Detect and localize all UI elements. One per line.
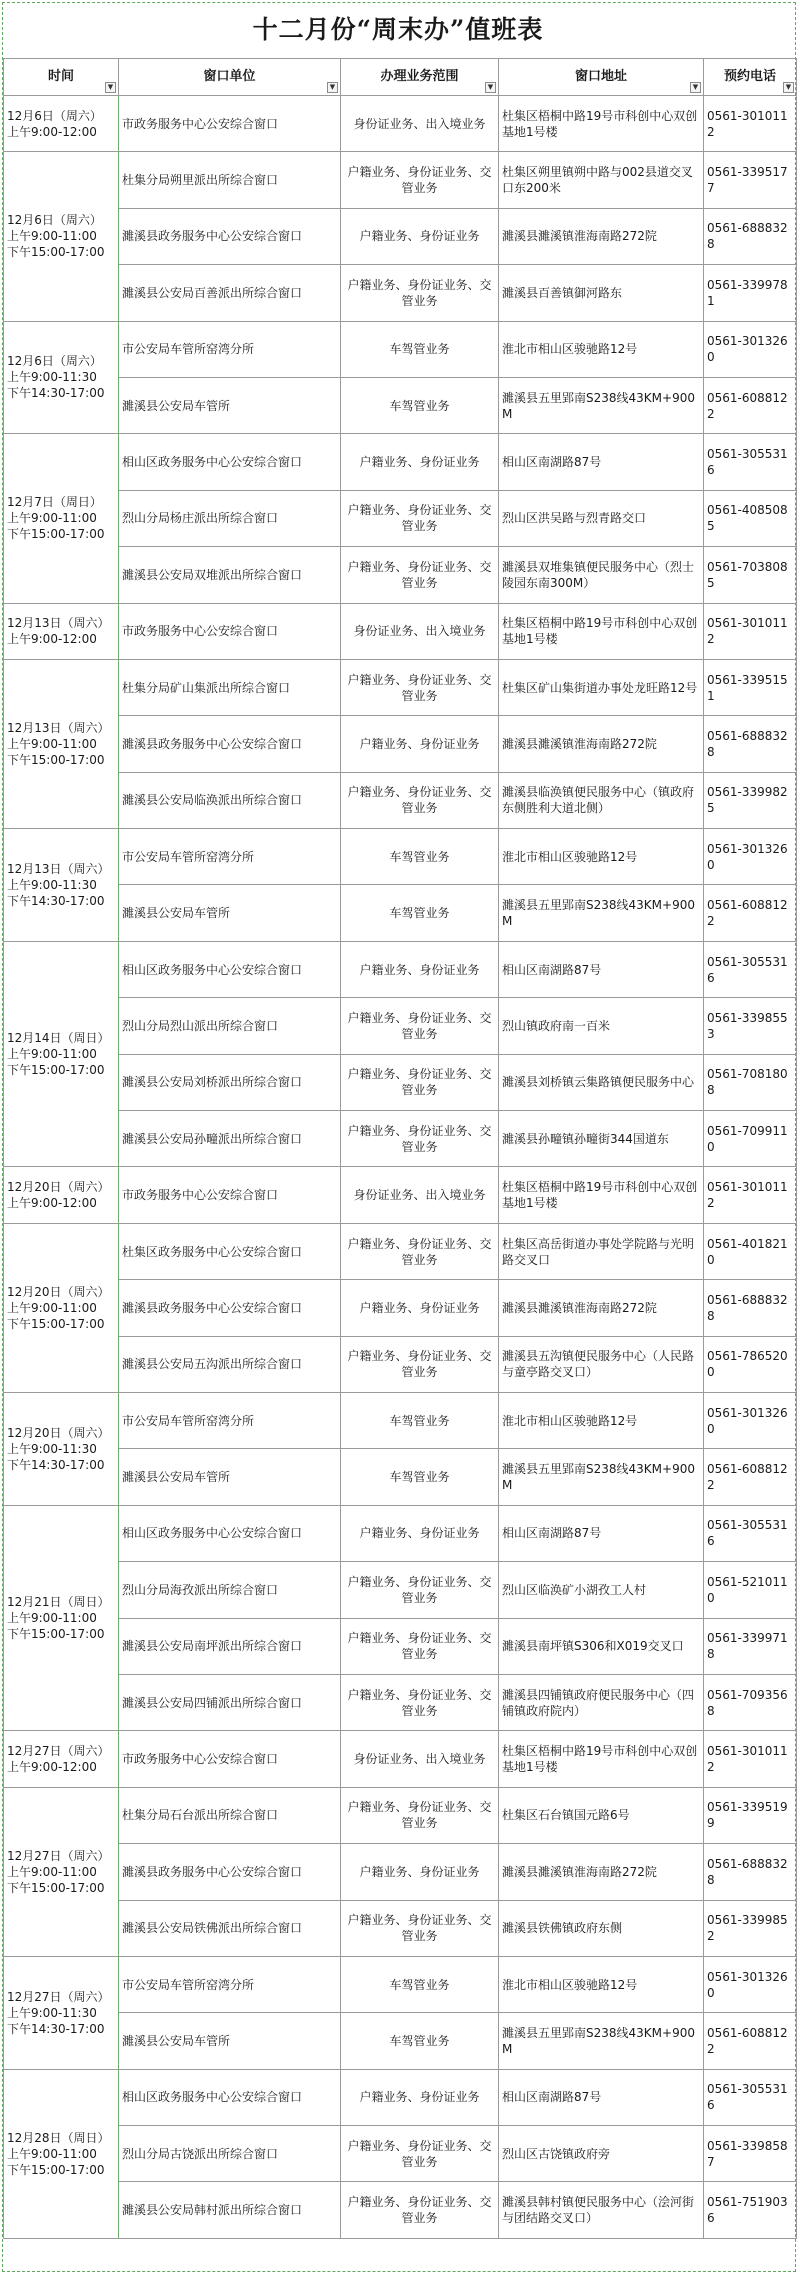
- filter-dropdown-icon[interactable]: ▼: [105, 82, 116, 93]
- address-cell: 濉溪县刘桥镇云集路镇便民服务中心: [499, 1054, 704, 1110]
- table-row: [4, 1562, 797, 1618]
- scope-cell: 户籍业务、身份证业务、交管业务: [341, 1787, 499, 1843]
- time-cell: [4, 829, 119, 942]
- time-line: 上午9:00-11:00: [7, 1047, 97, 1062]
- unit-cell: 濉溪县政务服务中心公安综合窗口: [119, 208, 341, 264]
- address-cell: 相山区南湖路87号: [499, 2069, 704, 2125]
- header-address: 窗口地址 ▼: [499, 59, 704, 96]
- unit-cell: 濉溪县政务服务中心公安综合窗口: [119, 1844, 341, 1900]
- table-row: [4, 998, 797, 1054]
- address-cell: 相山区南湖路87号: [499, 1505, 704, 1561]
- table-row: [4, 1111, 797, 1167]
- filter-dropdown-icon[interactable]: ▼: [485, 82, 496, 93]
- address-cell: 濉溪县五沟镇便民服务中心（人民路与童亭路交叉口）: [499, 1336, 704, 1392]
- phone-cell: 0561-7093568: [704, 1674, 797, 1730]
- filter-dropdown-icon[interactable]: ▼: [327, 82, 338, 93]
- time-line: 12月6日（周六）: [7, 213, 102, 228]
- table-row: [4, 2069, 797, 2125]
- table-row: [4, 716, 797, 772]
- time-line: 上午9:00-11:30: [7, 2005, 97, 2020]
- time-line: 上午9:00-11:30: [7, 877, 97, 892]
- scope-cell: 户籍业务、身份证业务、交管业务: [341, 1618, 499, 1674]
- scope-cell: 身份证业务、出入境业务: [341, 96, 499, 152]
- scope-cell: 户籍业务、身份证业务: [341, 434, 499, 490]
- unit-cell: 市政务服务中心公安综合窗口: [119, 1167, 341, 1223]
- unit-cell: 杜集分局石台派出所综合窗口: [119, 1787, 341, 1843]
- time-cell: [4, 434, 119, 603]
- unit-cell: 濉溪县公安局车管所: [119, 885, 341, 941]
- phone-cell: 0561-6888328: [704, 716, 797, 772]
- phone-cell: 0561-3010112: [704, 1167, 797, 1223]
- table-row: [4, 1844, 797, 1900]
- unit-cell: 市公安局车管所窑湾分所: [119, 321, 341, 377]
- time-line: 上午9:00-11:30: [7, 1441, 97, 1456]
- scope-cell: 户籍业务、身份证业务、交管业务: [341, 265, 499, 321]
- time-line: 下午15:00-17:00: [7, 1063, 105, 1078]
- scope-cell: 身份证业务、出入境业务: [341, 1731, 499, 1787]
- phone-cell: 0561-6088122: [704, 2013, 797, 2069]
- time-line: 下午15:00-17:00: [7, 2162, 105, 2177]
- table-row: [4, 941, 797, 997]
- address-cell: 淮北市相山区骏驰路12号: [499, 321, 704, 377]
- table-row: [4, 1618, 797, 1674]
- address-cell: 烈山区临涣矿小湖孜工人村: [499, 1562, 704, 1618]
- phone-cell: 0561-3398553: [704, 998, 797, 1054]
- scope-cell: 户籍业务、身份证业务、交管业务: [341, 152, 499, 208]
- unit-cell: 市政务服务中心公安综合窗口: [119, 1731, 341, 1787]
- table-row: [4, 1054, 797, 1110]
- time-line: 上午9:00-12:00: [7, 632, 97, 647]
- unit-cell: 濉溪县公安局临涣派出所综合窗口: [119, 772, 341, 828]
- table-row: [4, 1167, 797, 1223]
- phone-cell: 0561-5210110: [704, 1562, 797, 1618]
- table-row: [4, 1956, 797, 2012]
- phone-cell: 0561-3010112: [704, 96, 797, 152]
- filter-dropdown-icon[interactable]: ▼: [783, 82, 794, 93]
- address-cell: 濉溪县濉溪镇淮海南路272院: [499, 716, 704, 772]
- table-row: [4, 1223, 797, 1279]
- scope-cell: 户籍业务、身份证业务、交管业务: [341, 998, 499, 1054]
- scope-cell: 户籍业务、身份证业务、交管业务: [341, 490, 499, 546]
- unit-cell: 濉溪县政务服务中心公安综合窗口: [119, 1280, 341, 1336]
- table-row: [4, 1900, 797, 1956]
- scope-cell: 车驾管业务: [341, 885, 499, 941]
- time-line: 下午14:30-17:00: [7, 1457, 105, 1472]
- address-cell: 杜集区朔里镇朔中路与002县道交叉口东200米: [499, 152, 704, 208]
- header-phone: 预约电话 ▼: [704, 59, 797, 96]
- time-line: 12月6日（周六）: [7, 108, 102, 123]
- scope-cell: 户籍业务、身份证业务: [341, 208, 499, 264]
- time-line: 上午9:00-11:00: [7, 511, 97, 526]
- address-cell: 烈山镇政府南一百米: [499, 998, 704, 1054]
- scope-cell: 车驾管业务: [341, 1392, 499, 1448]
- address-cell: 濉溪县濉溪镇淮海南路272院: [499, 208, 704, 264]
- table-row: [4, 377, 797, 433]
- time-line: 上午9:00-11:00: [7, 1864, 97, 1879]
- header-row: [4, 59, 797, 96]
- time-line: 12月13日（周六）: [7, 861, 110, 876]
- unit-cell: 杜集分局朔里派出所综合窗口: [119, 152, 341, 208]
- time-line: 12月6日（周六）: [7, 354, 102, 369]
- header-time: 时间 ▼: [4, 59, 119, 96]
- phone-cell: 0561-3395151: [704, 659, 797, 715]
- address-cell: 濉溪县百善镇御河路东: [499, 265, 704, 321]
- unit-cell: 相山区政务服务中心公安综合窗口: [119, 1505, 341, 1561]
- time-line: 上午9:00-11:00: [7, 1611, 97, 1626]
- table-row: [4, 2126, 797, 2182]
- table-row: [4, 96, 797, 152]
- phone-cell: 0561-7865200: [704, 1336, 797, 1392]
- scope-cell: 户籍业务、身份证业务: [341, 2069, 499, 2125]
- table-row: [4, 208, 797, 264]
- phone-cell: 0561-4085085: [704, 490, 797, 546]
- address-cell: 濉溪县孙疃镇孙疃街344国道东: [499, 1111, 704, 1167]
- time-cell: [4, 659, 119, 828]
- address-cell: 淮北市相山区骏驰路12号: [499, 829, 704, 885]
- filter-dropdown-icon[interactable]: ▼: [690, 82, 701, 93]
- phone-cell: 0561-3055316: [704, 2069, 797, 2125]
- time-line: 12月14日（周日）: [7, 1031, 110, 1046]
- table-row: [4, 2182, 797, 2238]
- address-cell: 杜集区梧桐中路19号市科创中心双创基地1号楼: [499, 96, 704, 152]
- phone-cell: 0561-3055316: [704, 941, 797, 997]
- address-cell: 濉溪县濉溪镇淮海南路272院: [499, 1280, 704, 1336]
- phone-cell: 0561-3013260: [704, 1392, 797, 1448]
- table-row: [4, 1787, 797, 1843]
- address-cell: 杜集区高岳街道办事处学院路与光明路交叉口: [499, 1223, 704, 1279]
- phone-cell: 0561-6888328: [704, 1844, 797, 1900]
- phone-cell: 0561-7038085: [704, 547, 797, 603]
- scope-cell: 户籍业务、身份证业务、交管业务: [341, 1562, 499, 1618]
- address-cell: 相山区南湖路87号: [499, 434, 704, 490]
- scope-cell: 户籍业务、身份证业务: [341, 941, 499, 997]
- scope-cell: 户籍业务、身份证业务、交管业务: [341, 1674, 499, 1730]
- address-cell: 濉溪县五里郢南S238线43KM+900M: [499, 885, 704, 941]
- address-cell: 濉溪县四铺镇政府便民服务中心（四铺镇政府院内）: [499, 1674, 704, 1730]
- phone-cell: 0561-3399825: [704, 772, 797, 828]
- time-line: 12月27日（周六）: [7, 1989, 110, 2004]
- time-line: 上午9:00-11:30: [7, 370, 97, 385]
- phone-cell: 0561-6888328: [704, 208, 797, 264]
- unit-cell: 濉溪县公安局五沟派出所综合窗口: [119, 1336, 341, 1392]
- unit-cell: 濉溪县公安局百善派出所综合窗口: [119, 265, 341, 321]
- time-line: 上午9:00-11:00: [7, 2146, 97, 2161]
- time-cell: [4, 152, 119, 321]
- table-row: [4, 321, 797, 377]
- phone-cell: 0561-3399718: [704, 1618, 797, 1674]
- unit-cell: 濉溪县公安局南坪派出所综合窗口: [119, 1618, 341, 1674]
- header-unit: 窗口单位 ▼: [119, 59, 341, 96]
- time-cell: [4, 96, 119, 152]
- unit-cell: 市公安局车管所窑湾分所: [119, 1956, 341, 2012]
- address-cell: 濉溪县五里郢南S238线43KM+900M: [499, 1449, 704, 1505]
- table-row: [4, 1674, 797, 1730]
- time-cell: [4, 1223, 119, 1392]
- time-line: 上午9:00-11:00: [7, 1300, 97, 1315]
- table-row: [4, 1280, 797, 1336]
- address-cell: 淮北市相山区骏驰路12号: [499, 1956, 704, 2012]
- address-cell: 濉溪县五里郢南S238线43KM+900M: [499, 2013, 704, 2069]
- time-line: 12月27日（周六）: [7, 1744, 110, 1759]
- phone-cell: 0561-7099110: [704, 1111, 797, 1167]
- unit-cell: 相山区政务服务中心公安综合窗口: [119, 2069, 341, 2125]
- address-cell: 濉溪县临涣镇便民服务中心（镇政府东侧胜利大道北侧）: [499, 772, 704, 828]
- unit-cell: 濉溪县公安局铁佛派出所综合窗口: [119, 1900, 341, 1956]
- time-line: 上午9:00-12:00: [7, 1760, 97, 1775]
- time-cell: [4, 1392, 119, 1505]
- time-cell: [4, 2069, 119, 2238]
- time-line: 下午15:00-17:00: [7, 1880, 105, 1895]
- table-row: [4, 603, 797, 659]
- scope-cell: 户籍业务、身份证业务、交管业务: [341, 659, 499, 715]
- page-title: 十二月份“周末办”值班表: [252, 15, 544, 44]
- unit-cell: 市公安局车管所窑湾分所: [119, 829, 341, 885]
- time-line: 12月20日（周六）: [7, 1284, 110, 1299]
- unit-cell: 濉溪县公安局四铺派出所综合窗口: [119, 1674, 341, 1730]
- unit-cell: 烈山分局古饶派出所综合窗口: [119, 2126, 341, 2182]
- time-line: 上午9:00-11:00: [7, 229, 97, 244]
- scope-cell: 户籍业务、身份证业务、交管业务: [341, 547, 499, 603]
- table-row: [4, 885, 797, 941]
- scope-cell: 户籍业务、身份证业务: [341, 1505, 499, 1561]
- unit-cell: 烈山分局杨庄派出所综合窗口: [119, 490, 341, 546]
- scope-cell: 户籍业务、身份证业务: [341, 716, 499, 772]
- address-cell: 烈山区古饶镇政府旁: [499, 2126, 704, 2182]
- time-cell: [4, 1731, 119, 1787]
- time-cell: [4, 1167, 119, 1223]
- scope-cell: 车驾管业务: [341, 377, 499, 433]
- phone-cell: 0561-3010112: [704, 1731, 797, 1787]
- unit-cell: 濉溪县公安局孙疃派出所综合窗口: [119, 1111, 341, 1167]
- time-line: 下午15:00-17:00: [7, 1627, 105, 1642]
- time-cell: [4, 321, 119, 434]
- scope-cell: 户籍业务、身份证业务、交管业务: [341, 2126, 499, 2182]
- unit-cell: 市公安局车管所窑湾分所: [119, 1392, 341, 1448]
- table-row: [4, 1505, 797, 1561]
- time-line: 12月13日（周六）: [7, 720, 110, 735]
- scope-cell: 身份证业务、出入境业务: [341, 1167, 499, 1223]
- phone-cell: 0561-3398587: [704, 2126, 797, 2182]
- scope-cell: 车驾管业务: [341, 1956, 499, 2012]
- phone-cell: 0561-3399852: [704, 1900, 797, 1956]
- time-cell: [4, 1956, 119, 2069]
- time-cell: [4, 941, 119, 1167]
- table-row: [4, 1449, 797, 1505]
- time-line: 下午15:00-17:00: [7, 245, 105, 260]
- time-cell: [4, 1787, 119, 1956]
- time-line: 12月28日（周日）: [7, 2130, 110, 2145]
- address-cell: 濉溪县韩村镇便民服务中心（浍河街与团结路交叉口）: [499, 2182, 704, 2238]
- table-row: [4, 829, 797, 885]
- time-cell: [4, 603, 119, 659]
- time-line: 下午14:30-17:00: [7, 893, 105, 908]
- time-line: 下午15:00-17:00: [7, 752, 105, 767]
- unit-cell: 杜集分局矿山集派出所综合窗口: [119, 659, 341, 715]
- table-row: [4, 490, 797, 546]
- phone-cell: 0561-3395199: [704, 1787, 797, 1843]
- address-cell: 相山区南湖路87号: [499, 941, 704, 997]
- phone-cell: 0561-3399781: [704, 265, 797, 321]
- header-scope: 办理业务范围 ▼: [341, 59, 499, 96]
- scope-cell: 户籍业务、身份证业务: [341, 1844, 499, 1900]
- phone-cell: 0561-3013260: [704, 321, 797, 377]
- scope-cell: 户籍业务、身份证业务、交管业务: [341, 1111, 499, 1167]
- unit-cell: 市政务服务中心公安综合窗口: [119, 96, 341, 152]
- table-row: [4, 434, 797, 490]
- scope-cell: 车驾管业务: [341, 829, 499, 885]
- address-cell: 杜集区梧桐中路19号市科创中心双创基地1号楼: [499, 1167, 704, 1223]
- phone-cell: 0561-4018210: [704, 1223, 797, 1279]
- address-cell: 烈山区洪吴路与烈青路交口: [499, 490, 704, 546]
- phone-cell: 0561-7081808: [704, 1054, 797, 1110]
- unit-cell: 濉溪县公安局韩村派出所综合窗口: [119, 2182, 341, 2238]
- time-line: 12月21日（周日）: [7, 1595, 110, 1610]
- unit-cell: 烈山分局海孜派出所综合窗口: [119, 1562, 341, 1618]
- phone-cell: 0561-3010112: [704, 603, 797, 659]
- phone-cell: 0561-3055316: [704, 1505, 797, 1561]
- phone-cell: 0561-3013260: [704, 1956, 797, 2012]
- table-row: [4, 2013, 797, 2069]
- address-cell: 杜集区梧桐中路19号市科创中心双创基地1号楼: [499, 1731, 704, 1787]
- time-line: 12月13日（周六）: [7, 616, 110, 631]
- scope-cell: 户籍业务、身份证业务、交管业务: [341, 1223, 499, 1279]
- address-cell: 濉溪县南坪镇S306和X019交叉口: [499, 1618, 704, 1674]
- unit-cell: 杜集区政务服务中心公安综合窗口: [119, 1223, 341, 1279]
- scope-cell: 户籍业务、身份证业务: [341, 1280, 499, 1336]
- time-line: 上午9:00-12:00: [7, 1196, 97, 1211]
- address-cell: 杜集区梧桐中路19号市科创中心双创基地1号楼: [499, 603, 704, 659]
- scope-cell: 户籍业务、身份证业务、交管业务: [341, 1900, 499, 1956]
- phone-cell: 0561-3395177: [704, 152, 797, 208]
- scope-cell: 车驾管业务: [341, 321, 499, 377]
- address-cell: 杜集区矿山集街道办事处龙旺路12号: [499, 659, 704, 715]
- unit-cell: 濉溪县政务服务中心公安综合窗口: [119, 716, 341, 772]
- time-line: 下午15:00-17:00: [7, 527, 105, 542]
- table-row: [4, 152, 797, 208]
- table-row: [4, 265, 797, 321]
- scope-cell: 车驾管业务: [341, 1449, 499, 1505]
- address-cell: 濉溪县双堆集镇便民服务中心（烈士陵园东南300M）: [499, 547, 704, 603]
- scope-cell: 户籍业务、身份证业务、交管业务: [341, 2182, 499, 2238]
- unit-cell: 濉溪县公安局车管所: [119, 2013, 341, 2069]
- scope-cell: 户籍业务、身份证业务、交管业务: [341, 1336, 499, 1392]
- address-cell: 濉溪县五里郢南S238线43KM+900M: [499, 377, 704, 433]
- unit-cell: 濉溪县公安局刘桥派出所综合窗口: [119, 1054, 341, 1110]
- time-line: 12月20日（周六）: [7, 1180, 110, 1195]
- unit-cell: 相山区政务服务中心公安综合窗口: [119, 434, 341, 490]
- table-row: [4, 1731, 797, 1787]
- phone-cell: 0561-3013260: [704, 829, 797, 885]
- unit-cell: 濉溪县公安局车管所: [119, 377, 341, 433]
- phone-cell: 0561-6088122: [704, 885, 797, 941]
- phone-cell: 0561-6888328: [704, 1280, 797, 1336]
- time-line: 12月20日（周六）: [7, 1425, 110, 1440]
- time-line: 下午14:30-17:00: [7, 2021, 105, 2036]
- time-line: 12月27日（周六）: [7, 1848, 110, 1863]
- table-row: [4, 772, 797, 828]
- unit-cell: 市政务服务中心公安综合窗口: [119, 603, 341, 659]
- address-cell: 濉溪县铁佛镇政府东侧: [499, 1900, 704, 1956]
- table-row: [4, 1336, 797, 1392]
- time-line: 上午9:00-11:00: [7, 736, 97, 751]
- address-cell: 淮北市相山区骏驰路12号: [499, 1392, 704, 1448]
- time-cell: [4, 1505, 119, 1731]
- scope-cell: 户籍业务、身份证业务、交管业务: [341, 772, 499, 828]
- table-row: [4, 1392, 797, 1448]
- time-line: 下午14:30-17:00: [7, 386, 105, 401]
- scope-cell: 车驾管业务: [341, 2013, 499, 2069]
- time-line: 上午9:00-12:00: [7, 124, 97, 139]
- phone-cell: 0561-6088122: [704, 377, 797, 433]
- table-row: [4, 659, 797, 715]
- scope-cell: 身份证业务、出入境业务: [341, 603, 499, 659]
- duty-table: [3, 58, 797, 2239]
- time-line: 12月7日（周日）: [7, 495, 102, 510]
- time-line: 下午15:00-17:00: [7, 1316, 105, 1331]
- table-row: [4, 547, 797, 603]
- phone-cell: 0561-3055316: [704, 434, 797, 490]
- address-cell: 杜集区石台镇国元路6号: [499, 1787, 704, 1843]
- scope-cell: 户籍业务、身份证业务、交管业务: [341, 1054, 499, 1110]
- unit-cell: 濉溪县公安局双堆派出所综合窗口: [119, 547, 341, 603]
- phone-cell: 0561-6088122: [704, 1449, 797, 1505]
- unit-cell: 相山区政务服务中心公安综合窗口: [119, 941, 341, 997]
- unit-cell: 烈山分局烈山派出所综合窗口: [119, 998, 341, 1054]
- phone-cell: 0561-7519036: [704, 2182, 797, 2238]
- unit-cell: 濉溪县公安局车管所: [119, 1449, 341, 1505]
- address-cell: 濉溪县濉溪镇淮海南路272院: [499, 1844, 704, 1900]
